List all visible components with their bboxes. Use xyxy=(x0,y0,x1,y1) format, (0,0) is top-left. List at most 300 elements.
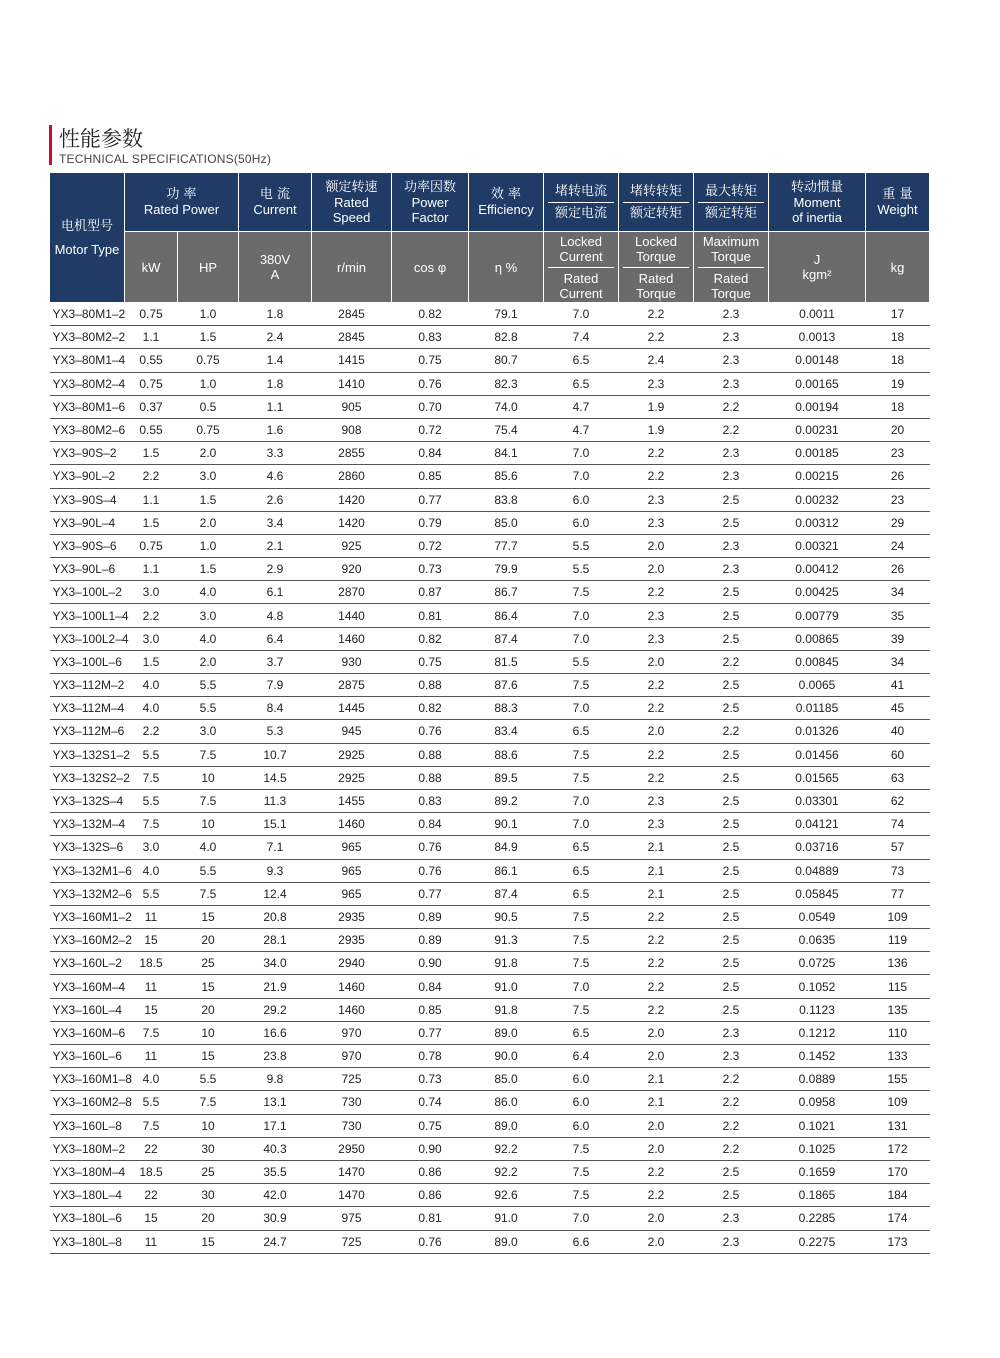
spec-value-cell: 88.3 xyxy=(469,697,544,720)
spec-value-cell: 1.4 xyxy=(239,349,312,372)
motor-model-cell: YX3–80M1–2 xyxy=(50,303,125,326)
spec-value-cell: 3.0 xyxy=(125,581,178,604)
spec-value-cell: 1.5 xyxy=(125,650,178,673)
spec-value-cell: 2.2 xyxy=(694,395,769,418)
spec-value-cell: 5.5 xyxy=(125,882,178,905)
spec-value-cell: 23.8 xyxy=(239,1045,312,1068)
spec-value-cell: 0.2285 xyxy=(769,1207,866,1230)
table-row xyxy=(50,604,930,627)
spec-value-cell: 2.4 xyxy=(239,326,312,349)
spec-value-cell: 2.5 xyxy=(694,952,769,975)
motor-model-cell: YX3–160L–8 xyxy=(50,1114,125,1137)
spec-value-cell: 90.5 xyxy=(469,905,544,928)
motor-model-cell: YX3–180L–8 xyxy=(50,1230,125,1253)
spec-value-cell: 4.0 xyxy=(125,674,178,697)
spec-value-cell: 2.2 xyxy=(619,1160,694,1183)
spec-value-cell: 16.6 xyxy=(239,1021,312,1044)
spec-value-cell: 2.5 xyxy=(694,975,769,998)
spec-value-cell: 136 xyxy=(866,952,930,975)
spec-value-cell: 109 xyxy=(866,905,930,928)
spec-value-cell: 2.5 xyxy=(694,488,769,511)
spec-value-cell: 6.5 xyxy=(544,1021,619,1044)
spec-value-cell: 2.2 xyxy=(619,929,694,952)
spec-value-cell: 2.5 xyxy=(694,1160,769,1183)
spec-table-body xyxy=(50,303,930,1254)
spec-value-cell: 83.4 xyxy=(469,720,544,743)
spec-value-cell: 6.5 xyxy=(544,349,619,372)
motor-model-cell: YX3–132M2–6 xyxy=(50,882,125,905)
table-row xyxy=(50,1021,930,1044)
spec-value-cell: 7.5 xyxy=(544,1137,619,1160)
motor-model-cell: YX3–160M–6 xyxy=(50,1021,125,1044)
spec-value-cell: 730 xyxy=(312,1114,392,1137)
spec-value-cell: 41 xyxy=(866,674,930,697)
spec-value-cell: 2.3 xyxy=(619,813,694,836)
spec-value-cell: 0.75 xyxy=(392,1114,469,1137)
spec-value-cell: 17 xyxy=(866,303,930,326)
spec-value-cell: 2.5 xyxy=(694,836,769,859)
spec-value-cell: 1470 xyxy=(312,1184,392,1207)
spec-value-cell: 0.82 xyxy=(392,697,469,720)
spec-value-cell: 4.0 xyxy=(125,1068,178,1091)
table-row xyxy=(50,372,930,395)
motor-model-cell: YX3–132M–4 xyxy=(50,813,125,836)
spec-value-cell: 6.0 xyxy=(544,1068,619,1091)
motor-model-cell: YX3–80M2–2 xyxy=(50,326,125,349)
spec-value-cell: 0.89 xyxy=(392,929,469,952)
spec-value-cell: 0.0889 xyxy=(769,1068,866,1091)
spec-value-cell: 2.5 xyxy=(694,697,769,720)
spec-value-cell: 133 xyxy=(866,1045,930,1068)
spec-value-cell: 7.1 xyxy=(239,836,312,859)
spec-value-cell: 2.3 xyxy=(694,558,769,581)
spec-value-cell: 0.90 xyxy=(392,1137,469,1160)
spec-value-cell: 4.7 xyxy=(544,418,619,441)
table-row xyxy=(50,1184,930,1207)
spec-value-cell: 0.85 xyxy=(392,998,469,1021)
spec-value-cell: 6.1 xyxy=(239,581,312,604)
spec-value-cell: 1420 xyxy=(312,511,392,534)
spec-value-cell: 6.4 xyxy=(544,1045,619,1068)
spec-value-cell: 0.00194 xyxy=(769,395,866,418)
spec-value-cell: 91.8 xyxy=(469,998,544,1021)
spec-value-cell: 2.5 xyxy=(694,789,769,812)
spec-value-cell: 15 xyxy=(125,1207,178,1230)
spec-value-cell: 0.89 xyxy=(392,905,469,928)
spec-value-cell: 2.5 xyxy=(694,882,769,905)
motor-model-cell: YX3–112M–2 xyxy=(50,674,125,697)
motor-model-cell: YX3–160M1–8 xyxy=(50,1068,125,1091)
spec-value-cell: 7.4 xyxy=(544,326,619,349)
spec-value-cell: 2.5 xyxy=(694,859,769,882)
spec-value-cell: 0.0549 xyxy=(769,905,866,928)
spec-value-cell: 7.5 xyxy=(544,674,619,697)
spec-value-cell: 2.2 xyxy=(619,442,694,465)
spec-value-cell: 0.90 xyxy=(392,952,469,975)
spec-value-cell: 82.8 xyxy=(469,326,544,349)
spec-value-cell: 1.1 xyxy=(125,326,178,349)
header-max-torque-en: Maximum Torque Rated Torque xyxy=(694,232,769,303)
spec-value-cell: 2940 xyxy=(312,952,392,975)
motor-model-cell: YX3–80M2–4 xyxy=(50,372,125,395)
spec-value-cell: 11 xyxy=(125,905,178,928)
spec-value-cell: 2.1 xyxy=(619,1068,694,1091)
header-unit-current: 380V A xyxy=(239,232,312,303)
spec-value-cell: 115 xyxy=(866,975,930,998)
spec-value-cell: 7.5 xyxy=(125,766,178,789)
table-row xyxy=(50,326,930,349)
spec-value-cell: 7.5 xyxy=(544,1184,619,1207)
spec-value-cell: 42.0 xyxy=(239,1184,312,1207)
spec-value-cell: 1455 xyxy=(312,789,392,812)
spec-value-cell: 5.5 xyxy=(125,1091,178,1114)
spec-value-cell: 135 xyxy=(866,998,930,1021)
header-locked-torque-en: Locked Torque Rated Torque xyxy=(619,232,694,303)
spec-value-cell: 2.3 xyxy=(694,372,769,395)
spec-value-cell: 2.3 xyxy=(694,1230,769,1253)
spec-value-cell: 11 xyxy=(125,1230,178,1253)
spec-value-cell: 3.0 xyxy=(178,465,239,488)
motor-model-cell: YX3–90L–6 xyxy=(50,558,125,581)
spec-value-cell: 6.5 xyxy=(544,720,619,743)
spec-value-cell: 24 xyxy=(866,534,930,557)
spec-value-cell: 131 xyxy=(866,1114,930,1137)
spec-value-cell: 2.5 xyxy=(694,743,769,766)
spec-value-cell: 1.5 xyxy=(178,488,239,511)
spec-value-cell: 920 xyxy=(312,558,392,581)
spec-value-cell: 7.5 xyxy=(125,1021,178,1044)
header-max-torque-cn: 最大转矩 额定转矩 xyxy=(694,173,769,232)
spec-value-cell: 2.5 xyxy=(694,905,769,928)
spec-value-cell: 0.0958 xyxy=(769,1091,866,1114)
spec-value-cell: 2.5 xyxy=(694,674,769,697)
spec-value-cell: 15 xyxy=(178,1230,239,1253)
spec-value-cell: 63 xyxy=(866,766,930,789)
spec-value-cell: 0.77 xyxy=(392,1021,469,1044)
table-row xyxy=(50,511,930,534)
table-row xyxy=(50,1160,930,1183)
spec-value-cell: 3.7 xyxy=(239,650,312,673)
spec-value-cell: 3.0 xyxy=(125,627,178,650)
spec-value-cell: 2.2 xyxy=(619,952,694,975)
spec-value-cell: 6.0 xyxy=(544,1114,619,1137)
spec-value-cell: 7.5 xyxy=(178,882,239,905)
spec-value-cell: 87.4 xyxy=(469,627,544,650)
spec-value-cell: 5.3 xyxy=(239,720,312,743)
header-locked-torque-cn: 堵转转矩 额定转矩 xyxy=(619,173,694,232)
spec-value-cell: 89.0 xyxy=(469,1114,544,1137)
spec-value-cell: 7.5 xyxy=(544,581,619,604)
table-row xyxy=(50,627,930,650)
header-unit-rpm: r/min xyxy=(312,232,392,303)
spec-value-cell: 2.4 xyxy=(619,349,694,372)
spec-value-cell: 82.3 xyxy=(469,372,544,395)
spec-value-cell: 2.1 xyxy=(239,534,312,557)
spec-value-cell: 2.2 xyxy=(694,720,769,743)
spec-value-cell: 2.2 xyxy=(694,1091,769,1114)
spec-value-cell: 0.1052 xyxy=(769,975,866,998)
spec-value-cell: 0.01326 xyxy=(769,720,866,743)
spec-value-cell: 81.5 xyxy=(469,650,544,673)
motor-model-cell: YX3–80M1–4 xyxy=(50,349,125,372)
spec-value-cell: 0.76 xyxy=(392,836,469,859)
spec-value-cell: 0.84 xyxy=(392,975,469,998)
spec-value-cell: 88.6 xyxy=(469,743,544,766)
spec-value-cell: 0.76 xyxy=(392,372,469,395)
spec-value-cell: 85.6 xyxy=(469,465,544,488)
table-row xyxy=(50,1114,930,1137)
spec-value-cell: 2.3 xyxy=(694,303,769,326)
spec-value-cell: 7.0 xyxy=(544,442,619,465)
spec-value-cell: 7.5 xyxy=(544,929,619,952)
spec-value-cell: 28.1 xyxy=(239,929,312,952)
spec-value-cell: 110 xyxy=(866,1021,930,1044)
table-row xyxy=(50,859,930,882)
spec-value-cell: 2.2 xyxy=(619,905,694,928)
spec-value-cell: 89.0 xyxy=(469,1021,544,1044)
spec-value-cell: 2.3 xyxy=(619,372,694,395)
spec-value-cell: 1.6 xyxy=(239,418,312,441)
spec-value-cell: 0.86 xyxy=(392,1184,469,1207)
spec-value-cell: 2.2 xyxy=(619,581,694,604)
spec-value-cell: 2.2 xyxy=(125,604,178,627)
spec-value-cell: 20 xyxy=(178,998,239,1021)
spec-value-cell: 18 xyxy=(866,395,930,418)
spec-value-cell: 0.04889 xyxy=(769,859,866,882)
spec-value-cell: 5.5 xyxy=(125,743,178,766)
spec-value-cell: 11 xyxy=(125,975,178,998)
motor-model-cell: YX3–90S–4 xyxy=(50,488,125,511)
spec-value-cell: 3.3 xyxy=(239,442,312,465)
spec-value-cell: 2925 xyxy=(312,743,392,766)
spec-value-cell: 2.0 xyxy=(619,1207,694,1230)
spec-value-cell: 2875 xyxy=(312,674,392,697)
spec-value-cell: 19 xyxy=(866,372,930,395)
table-row xyxy=(50,952,930,975)
spec-value-cell: 2.2 xyxy=(619,674,694,697)
spec-value-cell: 1410 xyxy=(312,372,392,395)
spec-value-cell: 29.2 xyxy=(239,998,312,1021)
spec-value-cell: 1.5 xyxy=(178,326,239,349)
spec-value-cell: 1.5 xyxy=(178,558,239,581)
header-rated-speed: 额定转速 Rated Speed xyxy=(312,173,392,232)
table-row xyxy=(50,418,930,441)
spec-value-cell: 2.3 xyxy=(619,488,694,511)
spec-value-cell: 0.73 xyxy=(392,1068,469,1091)
spec-value-cell: 0.00165 xyxy=(769,372,866,395)
table-row xyxy=(50,465,930,488)
spec-value-cell: 87.4 xyxy=(469,882,544,905)
table-row xyxy=(50,813,930,836)
spec-value-cell: 925 xyxy=(312,534,392,557)
table-row xyxy=(50,697,930,720)
spec-value-cell: 2.3 xyxy=(694,1021,769,1044)
spec-value-cell: 91.0 xyxy=(469,1207,544,1230)
motor-model-cell: YX3–132M1–6 xyxy=(50,859,125,882)
spec-value-cell: 15 xyxy=(178,975,239,998)
motor-model-cell: YX3–160M1–2 xyxy=(50,905,125,928)
spec-value-cell: 730 xyxy=(312,1091,392,1114)
spec-value-cell: 0.76 xyxy=(392,1230,469,1253)
motor-model-cell: YX3–132S–4 xyxy=(50,789,125,812)
spec-value-cell: 75.4 xyxy=(469,418,544,441)
spec-value-cell: 86.4 xyxy=(469,604,544,627)
motor-model-cell: YX3–160L–2 xyxy=(50,952,125,975)
spec-value-cell: 45 xyxy=(866,697,930,720)
spec-value-cell: 6.4 xyxy=(239,627,312,650)
spec-value-cell: 30 xyxy=(178,1137,239,1160)
spec-value-cell: 6.0 xyxy=(544,511,619,534)
spec-value-cell: 2.5 xyxy=(694,813,769,836)
spec-value-cell: 0.1021 xyxy=(769,1114,866,1137)
spec-value-cell: 0.1212 xyxy=(769,1021,866,1044)
spec-value-cell: 174 xyxy=(866,1207,930,1230)
spec-value-cell: 2.3 xyxy=(619,511,694,534)
motor-model-cell: YX3–90L–2 xyxy=(50,465,125,488)
spec-value-cell: 13.1 xyxy=(239,1091,312,1114)
spec-value-cell: 2.1 xyxy=(619,836,694,859)
table-row xyxy=(50,766,930,789)
spec-value-cell: 0.83 xyxy=(392,789,469,812)
spec-value-cell: 0.0011 xyxy=(769,303,866,326)
spec-value-cell: 89.0 xyxy=(469,1230,544,1253)
spec-value-cell: 80.7 xyxy=(469,349,544,372)
spec-value-cell: 0.03301 xyxy=(769,789,866,812)
spec-value-cell: 2.9 xyxy=(239,558,312,581)
spec-value-cell: 1.9 xyxy=(619,395,694,418)
spec-value-cell: 2.5 xyxy=(694,581,769,604)
spec-value-cell: 29 xyxy=(866,511,930,534)
spec-value-cell: 0.0635 xyxy=(769,929,866,952)
spec-value-cell: 2.5 xyxy=(694,998,769,1021)
spec-value-cell: 2.2 xyxy=(125,465,178,488)
spec-value-cell: 0.00215 xyxy=(769,465,866,488)
motor-model-cell: YX3–160M–4 xyxy=(50,975,125,998)
spec-value-cell: 970 xyxy=(312,1021,392,1044)
spec-value-cell: 7.5 xyxy=(544,998,619,1021)
spec-value-cell: 0.72 xyxy=(392,418,469,441)
header-locked-current-en: Locked Current Rated Current xyxy=(544,232,619,303)
spec-value-cell: 18 xyxy=(866,349,930,372)
spec-value-cell: 7.5 xyxy=(178,789,239,812)
motor-model-cell: YX3–160M2–2 xyxy=(50,929,125,952)
spec-value-cell: 10.7 xyxy=(239,743,312,766)
spec-value-cell: 22 xyxy=(125,1137,178,1160)
spec-value-cell: 90.1 xyxy=(469,813,544,836)
spec-value-cell: 4.0 xyxy=(178,836,239,859)
spec-value-cell: 0.75 xyxy=(125,372,178,395)
motor-model-cell: YX3–100L–2 xyxy=(50,581,125,604)
spec-value-cell: 5.5 xyxy=(544,534,619,557)
spec-value-cell: 11 xyxy=(125,1045,178,1068)
motor-model-cell: YX3–132S2–2 xyxy=(50,766,125,789)
spec-value-cell: 2.0 xyxy=(619,1114,694,1137)
spec-value-cell: 0.0065 xyxy=(769,674,866,697)
header-unit-hp: HP xyxy=(178,232,239,303)
page-title: 性能参数 xyxy=(59,127,143,151)
spec-value-cell: 6.0 xyxy=(544,1091,619,1114)
spec-value-cell: 1.0 xyxy=(178,303,239,326)
spec-value-cell: 87.6 xyxy=(469,674,544,697)
motor-model-cell: YX3–100L2–4 xyxy=(50,627,125,650)
spec-value-cell: 0.84 xyxy=(392,442,469,465)
spec-value-cell: 25 xyxy=(178,1160,239,1183)
spec-value-cell: 2.1 xyxy=(619,882,694,905)
spec-value-cell: 4.0 xyxy=(178,581,239,604)
spec-value-cell: 91.8 xyxy=(469,952,544,975)
spec-value-cell: 9.3 xyxy=(239,859,312,882)
spec-value-cell: 6.5 xyxy=(544,882,619,905)
spec-value-cell: 930 xyxy=(312,650,392,673)
spec-value-cell: 2.3 xyxy=(619,627,694,650)
spec-value-cell: 23 xyxy=(866,442,930,465)
table-row xyxy=(50,650,930,673)
spec-value-cell: 908 xyxy=(312,418,392,441)
spec-value-cell: 7.5 xyxy=(178,743,239,766)
spec-value-cell: 0.00312 xyxy=(769,511,866,534)
spec-value-cell: 30 xyxy=(178,1184,239,1207)
table-row xyxy=(50,303,930,326)
spec-value-cell: 2845 xyxy=(312,303,392,326)
spec-value-cell: 17.1 xyxy=(239,1114,312,1137)
spec-value-cell: 0.85 xyxy=(392,465,469,488)
spec-value-cell: 0.00779 xyxy=(769,604,866,627)
spec-value-cell: 2.2 xyxy=(619,465,694,488)
spec-value-cell: 2.3 xyxy=(694,1045,769,1068)
spec-value-cell: 2.0 xyxy=(619,1045,694,1068)
spec-value-cell: 34 xyxy=(866,650,930,673)
spec-value-cell: 2.0 xyxy=(619,1021,694,1044)
spec-value-cell: 0.0013 xyxy=(769,326,866,349)
spec-value-cell: 1470 xyxy=(312,1160,392,1183)
spec-value-cell: 0.75 xyxy=(125,534,178,557)
spec-value-cell: 2860 xyxy=(312,465,392,488)
spec-value-cell: 73 xyxy=(866,859,930,882)
spec-value-cell: 0.0725 xyxy=(769,952,866,975)
header-rated-power: 功 率 Rated Power xyxy=(125,173,239,232)
spec-value-cell: 2.5 xyxy=(694,766,769,789)
motor-model-cell: YX3–132S1–2 xyxy=(50,743,125,766)
spec-value-cell: 0.75 xyxy=(178,349,239,372)
table-row xyxy=(50,1091,930,1114)
spec-value-cell: 0.00321 xyxy=(769,534,866,557)
spec-value-cell: 2.2 xyxy=(125,720,178,743)
spec-value-cell: 7.5 xyxy=(544,743,619,766)
table-row xyxy=(50,1137,930,1160)
spec-value-cell: 0.75 xyxy=(392,650,469,673)
spec-value-cell: 92.2 xyxy=(469,1160,544,1183)
spec-value-cell: 0.88 xyxy=(392,766,469,789)
spec-value-cell: 39 xyxy=(866,627,930,650)
table-row xyxy=(50,975,930,998)
spec-value-cell: 2.3 xyxy=(694,442,769,465)
motor-model-cell: YX3–80M2–6 xyxy=(50,418,125,441)
spec-value-cell: 79.9 xyxy=(469,558,544,581)
motor-model-cell: YX3–180L–4 xyxy=(50,1184,125,1207)
spec-value-cell: 84.9 xyxy=(469,836,544,859)
spec-value-cell: 35 xyxy=(866,604,930,627)
spec-value-cell: 1445 xyxy=(312,697,392,720)
header-locked-current-cn: 堵转电流 额定电流 xyxy=(544,173,619,232)
spec-value-cell: 170 xyxy=(866,1160,930,1183)
spec-value-cell: 0.05845 xyxy=(769,882,866,905)
spec-value-cell: 20.8 xyxy=(239,905,312,928)
spec-value-cell: 2.5 xyxy=(694,627,769,650)
spec-value-cell: 4.0 xyxy=(125,859,178,882)
motor-model-cell: YX3–180L–6 xyxy=(50,1207,125,1230)
spec-value-cell: 2.5 xyxy=(694,604,769,627)
spec-value-cell: 1.8 xyxy=(239,303,312,326)
